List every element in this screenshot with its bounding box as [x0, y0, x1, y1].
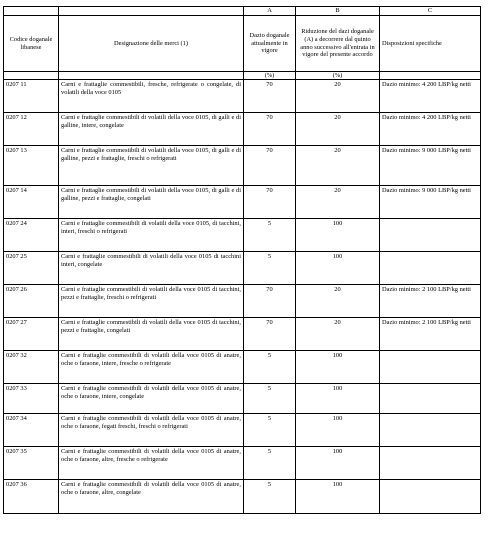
code-cell: 0207 12	[4, 113, 59, 146]
provisions-cell: Dazio minimo: 9 000 LBP/kg netti	[380, 146, 481, 186]
code-cell: 0207 35	[4, 447, 59, 480]
duty-cell: 5	[244, 219, 296, 252]
duty-heading: Dazio doganale attualmente in vigore	[244, 16, 296, 72]
table-row	[4, 351, 481, 384]
reduction-cell: 20	[296, 113, 380, 146]
provisions-heading: Disposizioni specifiche	[380, 16, 481, 72]
reduction-heading: Riduzione del dazi doganale (A) a decorrere dal quinto anno successivo all'entrata in vigore del presente accordo	[296, 16, 380, 72]
reduction-cell: 20	[296, 146, 380, 186]
provisions-cell	[380, 351, 481, 384]
table-row	[4, 480, 481, 514]
code-cell: 0207 25	[4, 252, 59, 285]
column-letter-b: B	[296, 7, 380, 16]
empty-cell	[380, 72, 481, 80]
empty-cell	[59, 7, 244, 16]
duty-cell: 70	[244, 146, 296, 186]
reduction-cell: 100	[296, 414, 380, 447]
table-row	[4, 252, 481, 285]
reduction-cell: 20	[296, 80, 380, 113]
empty-cell	[59, 72, 244, 80]
provisions-cell	[380, 219, 481, 252]
code-heading: Codice doganale libanese	[4, 16, 59, 72]
code-cell: 0207 24	[4, 219, 59, 252]
description-cell: Carni e frattaglie commestibili di volatili della voce 0105 di anatre, oche o faraone, fegati freschi, freschi o refrigerati	[59, 414, 244, 447]
unit-b: (%)	[296, 72, 380, 80]
table-row	[4, 384, 481, 414]
reduction-cell: 100	[296, 384, 380, 414]
table-row	[4, 318, 481, 351]
duty-cell: 70	[244, 285, 296, 318]
reduction-cell: 100	[296, 447, 380, 480]
column-letter-a: A	[244, 7, 296, 16]
table-row	[4, 146, 481, 186]
duty-cell: 70	[244, 80, 296, 113]
reduction-cell: 20	[296, 186, 380, 219]
provisions-cell	[380, 252, 481, 285]
provisions-cell: Dazio minimo: 9 000 LBP/kg netti	[380, 186, 481, 219]
duty-cell: 70	[244, 113, 296, 146]
empty-cell	[4, 7, 59, 16]
unit-row	[4, 72, 481, 80]
column-letter-c: C	[380, 7, 481, 16]
code-cell: 0207 14	[4, 186, 59, 219]
empty-cell	[4, 72, 59, 80]
column-letter-row	[4, 7, 481, 16]
code-cell: 0207 11	[4, 80, 59, 113]
provisions-cell: Dazio minimo: 4 200 LBP/kg netti	[380, 80, 481, 113]
description-cell: Carni e frattaglie commestibili di volatili della voce 0105, di galli e di galline, intere, congelate	[59, 113, 244, 146]
duty-cell: 5	[244, 351, 296, 384]
table-row	[4, 186, 481, 219]
description-cell: Carni e frattaglie commestibili, fresche, refrigerate o congelate, di volatili della voce 0105	[59, 80, 244, 113]
provisions-cell	[380, 384, 481, 414]
table-row	[4, 447, 481, 480]
provisions-cell: Dazio minimo: 4 200 LBP/kg netti	[380, 113, 481, 146]
description-cell: Carni e frattaglie commestibili di volatili della voce 0105, di galli e di galline, pezzi e frattaglie, freschi o refrigerati	[59, 146, 244, 186]
table-row	[4, 219, 481, 252]
provisions-cell	[380, 414, 481, 447]
description-cell: Carni e frattaglie commestibili di volatili della voce 0105 di anatre, oche o faraone, intere, congelate	[59, 384, 244, 414]
table-row	[4, 414, 481, 447]
duty-cell: 5	[244, 480, 296, 514]
description-cell: Carni e frattaglie commestibili di volatili della voce 0105 di tacchini, pezzi e frattaglie, congelati	[59, 318, 244, 351]
provisions-cell: Dazio minimo: 2 100 LBP/kg netti	[380, 318, 481, 351]
provisions-cell	[380, 447, 481, 480]
description-cell: Carni e frattaglie commestibili di volatili della voce 0105 di anatre, oche o faraone, altre, congelate	[59, 480, 244, 514]
description-cell: Carni e frattaglie commestibili di volatili della voce 0105 di anatre, oche o faraone, intere, fresche o refrigerate	[59, 351, 244, 384]
table-row	[4, 80, 481, 113]
column-heading-row	[4, 16, 481, 72]
reduction-cell: 20	[296, 285, 380, 318]
tariff-table	[3, 6, 481, 514]
code-cell: 0207 27	[4, 318, 59, 351]
description-cell: Carni e frattaglie commestibili di volatili della voce 0105, di tacchini, interi, freschi o refrigerati	[59, 219, 244, 252]
code-cell: 0207 13	[4, 146, 59, 186]
duty-cell: 5	[244, 384, 296, 414]
code-cell: 0207 26	[4, 285, 59, 318]
duty-cell: 5	[244, 414, 296, 447]
code-cell: 0207 36	[4, 480, 59, 514]
code-cell: 0207 34	[4, 414, 59, 447]
description-cell: Carni e frattaglie commestibili di volatili della voce 0105 di tacchini interi, congelate	[59, 252, 244, 285]
reduction-cell: 100	[296, 351, 380, 384]
reduction-cell: 100	[296, 252, 380, 285]
description-heading: Designazione delle merci (1)	[59, 16, 244, 72]
duty-cell: 5	[244, 447, 296, 480]
reduction-cell: 100	[296, 480, 380, 514]
duty-cell: 70	[244, 318, 296, 351]
provisions-cell	[380, 480, 481, 514]
description-cell: Carni e frattaglie commestibili di volatili della voce 0105 di anatre, oche o faraone, altre, fresche o refrigerate	[59, 447, 244, 480]
description-cell: Carni e frattaglie commestibili di volatili della voce 0105 di tacchini, pezzi e frattaglie, freschi o refrigerati	[59, 285, 244, 318]
table-row	[4, 113, 481, 146]
description-cell: Carni e frattaglie commestibili di volatili della voce 0105, di galli e di galline, pezzi e frattaglie, congelati	[59, 186, 244, 219]
reduction-cell: 20	[296, 318, 380, 351]
duty-cell: 5	[244, 252, 296, 285]
provisions-cell: Dazio minimo: 2 100 LBP/kg netti	[380, 285, 481, 318]
unit-a: (%)	[244, 72, 296, 80]
code-cell: 0207 33	[4, 384, 59, 414]
duty-cell: 70	[244, 186, 296, 219]
code-cell: 0207 32	[4, 351, 59, 384]
table-row	[4, 285, 481, 318]
reduction-cell: 100	[296, 219, 380, 252]
